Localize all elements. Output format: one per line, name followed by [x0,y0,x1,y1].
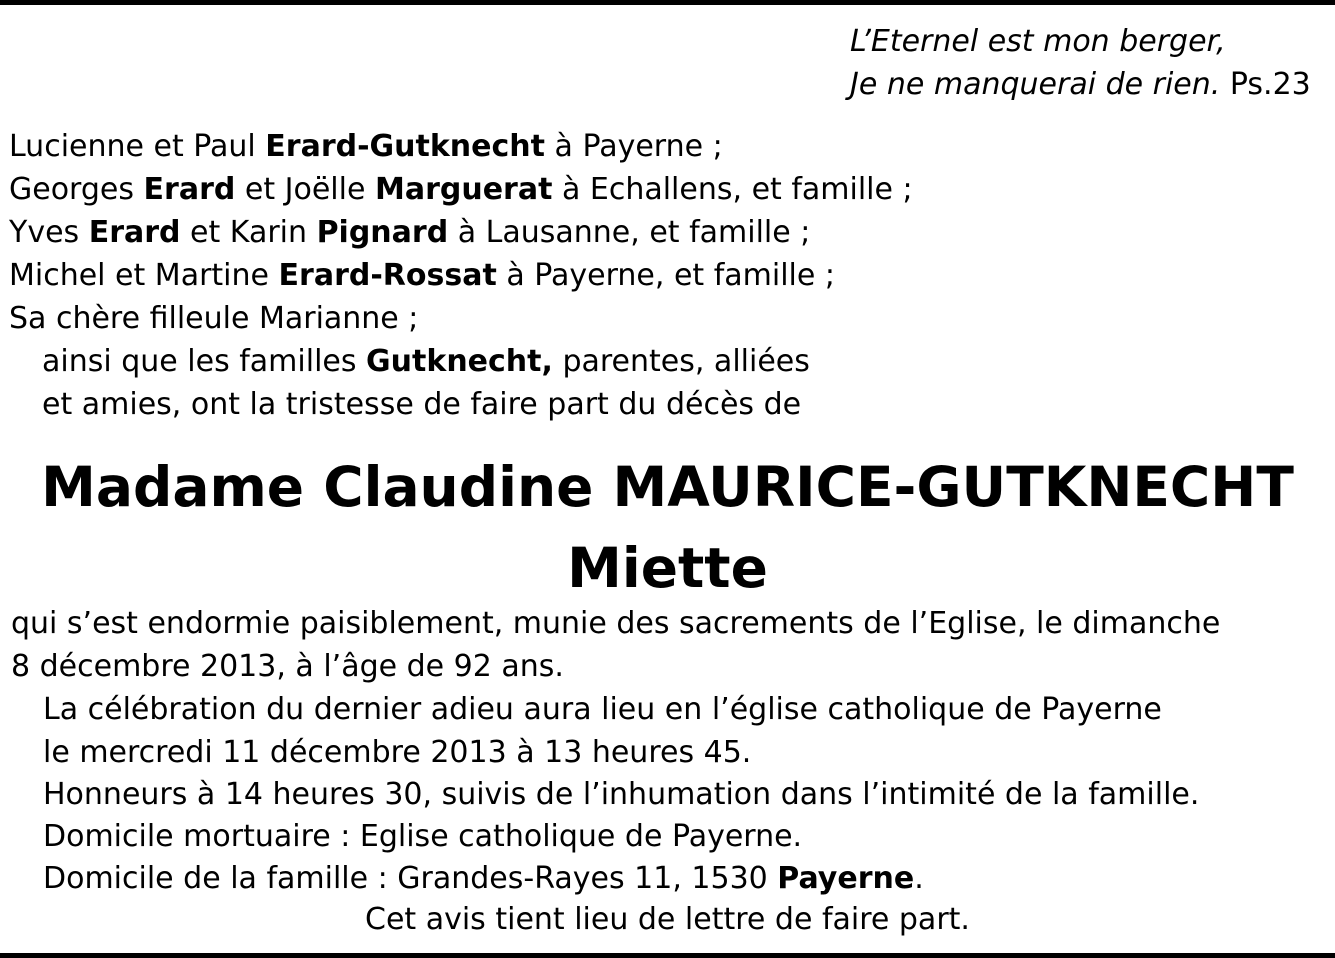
body-line-7 [43,857,924,900]
body-line-3 [43,688,1162,731]
text: qui s’est endormie paisiblement, munie des sacrements de l’Eglise, le dimanche [11,606,1221,641]
text: 8 décembre 2013, à l’âge de 92 ans. [11,649,564,684]
text: à Lausanne, et famille ; [448,215,811,250]
top-rule [0,0,1335,5]
text: Domicile de la famille : Grandes-Rayes 11, 1530 [43,861,778,896]
text: . [914,861,924,896]
body-line-4 [43,731,751,774]
text: Lucienne et Paul [9,129,266,164]
family-line-4 [9,254,835,297]
body-line-5 [43,773,1199,816]
text: ainsi que les familles [42,344,367,379]
surname: Gutknecht, [366,344,553,379]
surname: Erard [88,215,181,250]
body-line-1 [11,602,1220,645]
family-line-7 [42,383,801,426]
surname: Erard [143,172,236,207]
body-line-6 [43,815,802,858]
family-line-3 [9,211,810,254]
family-line-2 [9,168,913,211]
text: Honneurs à 14 heures 30, suivis de l’inhumation dans l’intimité de la famille. [43,777,1200,812]
body-line-2 [11,645,564,688]
text: à Payerne, et famille ; [496,258,835,293]
text: et Joëlle [235,172,375,207]
family-line-5 [9,297,418,340]
text: à Echallens, et famille ; [552,172,913,207]
text: Sa chère filleule Marianne ; [9,301,419,336]
bottom-rule [0,953,1335,958]
epigraph-line-2 [850,63,1311,106]
text: à Payerne ; [545,129,723,164]
family-line-6 [42,340,810,383]
text: le mercredi 11 décembre 2013 à 13 heures 45. [43,735,752,770]
text: Georges [9,172,144,207]
surname: Erard-Rossat [278,258,497,293]
surname: Erard-Gutknecht [265,129,545,164]
text: La célébration du dernier adieu aura lieu en l’église catholique de Payerne [43,692,1162,727]
text: Yves [9,215,89,250]
closing-note [365,898,970,941]
surname: Marguerat [374,172,553,207]
deceased-name: Madame Claudine MAURICE-GUTKNECHT [41,455,1294,519]
epigraph-line-1: L’Eternel est mon berger, [850,24,1226,59]
epigraph [850,20,1311,106]
surname: Pignard [316,215,449,250]
text: Cet avis tient lieu de lettre de faire part. [365,902,970,937]
epigraph-line-2-text: Je ne manquerai de rien. [850,67,1221,102]
deceased-nickname: Miette [567,536,768,600]
text: et amies, ont la tristesse de faire part du décès de [42,387,802,422]
epigraph-reference: Ps.23 [1229,67,1311,102]
text: Michel et Martine [9,258,279,293]
text: et Karin [180,215,317,250]
town-name: Payerne [777,861,915,896]
text: parentes, alliées [552,344,810,379]
family-line-1 [9,125,723,168]
text: Domicile mortuaire : Eglise catholique de Payerne. [43,819,803,854]
